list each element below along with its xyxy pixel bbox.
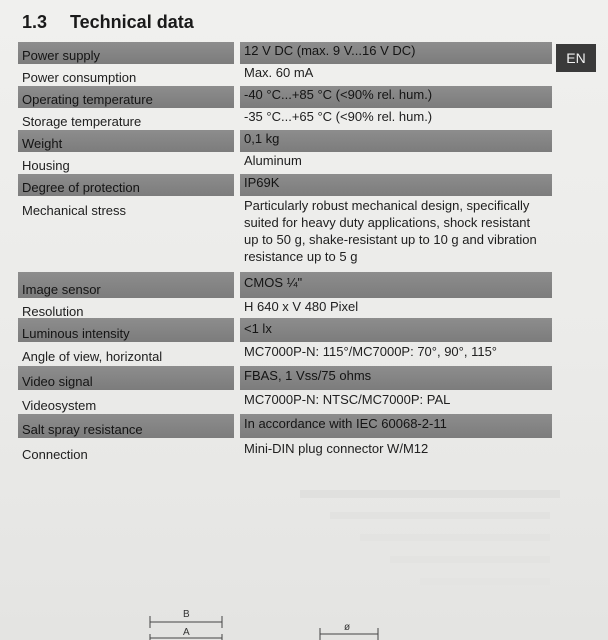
- spec-row-videosystem: [18, 390, 552, 414]
- dimension-label-a: A: [183, 627, 190, 638]
- spec-row-mechanical-stress: [18, 196, 552, 272]
- spec-value: Max. 60 mA: [244, 65, 314, 80]
- language-tab: EN: [556, 44, 596, 72]
- spec-row-salt-spray-resistance: [18, 414, 552, 438]
- bleed-through-decoration: [0, 460, 608, 600]
- spec-row-image-sensor: [18, 272, 552, 298]
- section-title: Technical data: [70, 12, 194, 32]
- spec-row-video-signal: [18, 366, 552, 390]
- spec-label: Mechanical stress: [22, 203, 127, 218]
- spec-value: In accordance with IEC 60068-2-11: [240, 414, 552, 438]
- spec-label: Resolution: [22, 304, 84, 318]
- spec-label: Luminous intensity: [18, 318, 234, 342]
- spec-value: CMOS ¼": [240, 272, 552, 298]
- spec-value: -40 °C...+85 °C (<90% rel. hum.): [240, 86, 552, 108]
- spec-row-angle-of-view: [18, 342, 552, 366]
- spec-label: Image sensor: [18, 272, 234, 298]
- spec-row-power-consumption: [18, 64, 552, 86]
- spec-value: <1 lx: [240, 318, 552, 342]
- spec-value: IP69K: [240, 174, 552, 196]
- spec-value: 0,1 kg: [240, 130, 552, 152]
- spec-value: Aluminum: [244, 153, 302, 168]
- spec-row-weight: [18, 130, 552, 152]
- spec-value: FBAS, 1 Vss/75 ohms: [240, 366, 552, 390]
- spec-label: Degree of protection: [18, 174, 234, 196]
- spec-value: MC7000P-N: NTSC/MC7000P: PAL: [244, 392, 451, 407]
- dimension-label-diameter: ø: [344, 622, 351, 633]
- spec-label: Videosystem: [22, 398, 97, 413]
- spec-label: Operating temperature: [18, 86, 234, 108]
- spec-label: Power supply: [18, 42, 234, 64]
- spec-label: Video signal: [18, 366, 234, 390]
- spec-row-operating-temperature: [18, 86, 552, 108]
- spec-row-housing: [18, 152, 552, 174]
- spec-label: Angle of view, horizontal: [22, 349, 163, 364]
- spec-label: Storage temperature: [22, 114, 142, 129]
- spec-row-resolution: [18, 298, 552, 318]
- dimension-lines: [0, 600, 608, 640]
- spec-label: Weight: [18, 130, 234, 152]
- spec-row-storage-temperature: [18, 108, 552, 130]
- spec-row-luminous-intensity: [18, 318, 552, 342]
- spec-value: Particularly robust mechanical design, specifically suited for heavy duty applications, shock resistant up to 50 g, shake-resistant up to 10 g and vibration resistance up to 5 g: [244, 198, 537, 264]
- spec-label: Salt spray resistance: [18, 414, 234, 438]
- spec-value: -35 °C...+65 °C (<90% rel. hum.): [244, 109, 433, 124]
- spec-label: Power consumption: [22, 70, 137, 85]
- spec-row-power-supply: [18, 42, 552, 64]
- spec-value: 12 V DC (max. 9 V...16 V DC): [240, 42, 552, 64]
- spec-value: H 640 x V 480 Pixel: [244, 299, 359, 314]
- spec-label: Connection: [22, 447, 88, 462]
- dimension-drawing: [0, 600, 608, 640]
- spec-value: Mini-DIN plug connector W/M12: [244, 441, 429, 456]
- spec-label: Housing: [22, 158, 70, 173]
- spec-row-degree-of-protection: [18, 174, 552, 196]
- dimension-label-b: B: [183, 609, 190, 620]
- spec-value: MC7000P-N: 115°/MC7000P: 70°, 90°, 115°: [244, 344, 498, 359]
- section-number: 1.3: [22, 12, 48, 32]
